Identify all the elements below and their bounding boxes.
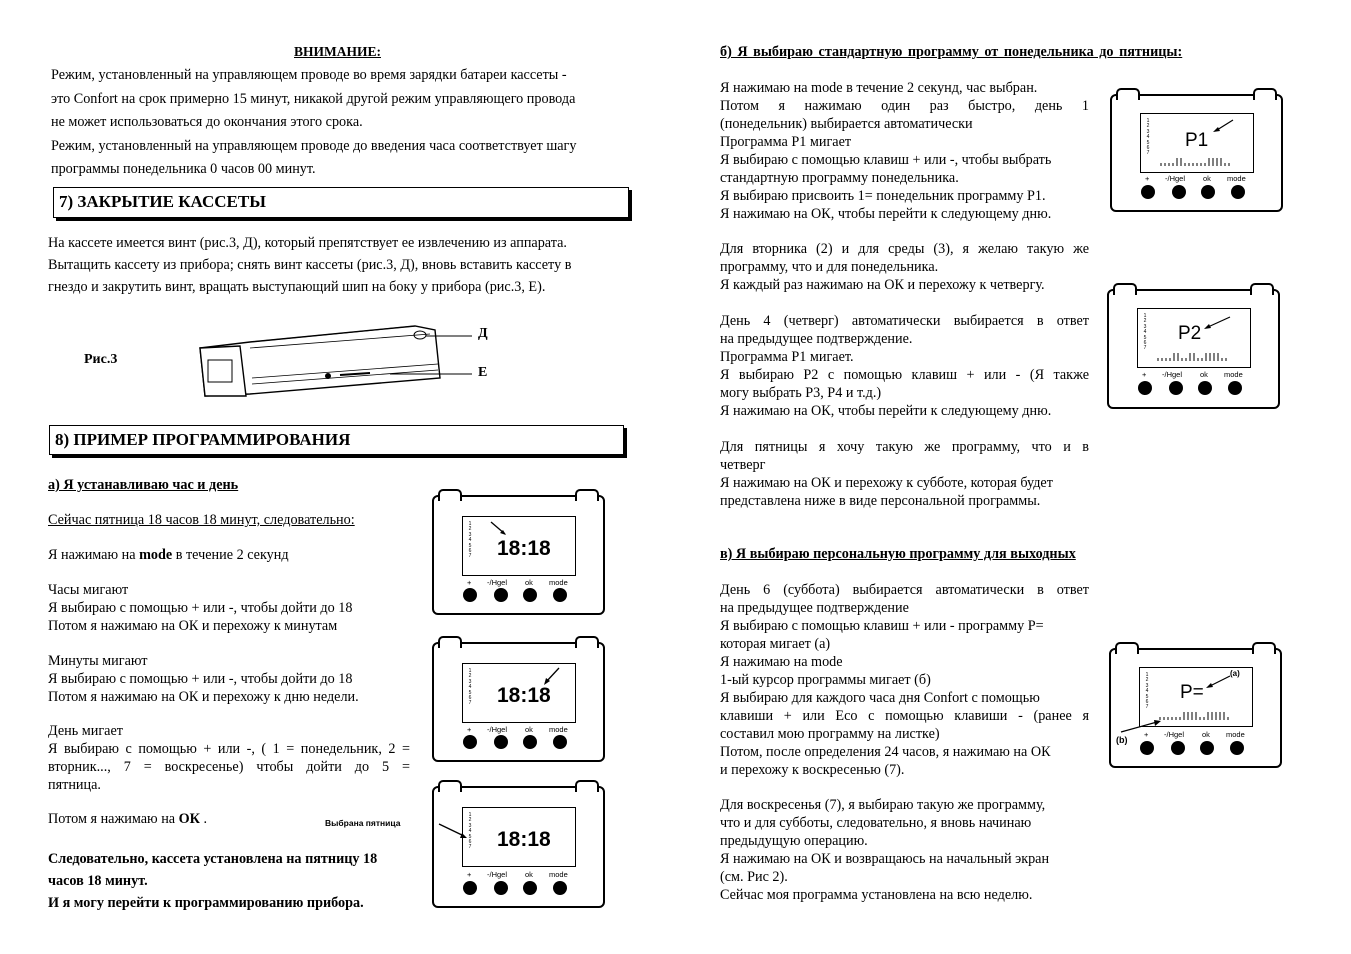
c-line: предыдущую операцию. <box>720 833 868 849</box>
b-line: Я выбираю присвоить 1= понедельник программу P1. <box>720 188 1046 204</box>
b-line: Я нажимаю на ОК и перехожу к субботе, которая будет <box>720 475 1053 491</box>
ok-label: ok <box>525 725 533 734</box>
c-block-2 <box>720 796 1089 904</box>
mode-button <box>1231 185 1245 199</box>
days-indicator: 1 2 3 4 5 6 7 <box>468 521 472 560</box>
c-line: на предыдущее подтверждение <box>720 600 909 616</box>
attention-line: программы понедельника 0 часов 00 минут. <box>51 161 316 177</box>
program-bars <box>1156 351 1236 363</box>
figure-3-caption: Рис.3 <box>84 352 118 367</box>
b-line: могу выбрать P3, P4 и т.д.) <box>720 385 882 401</box>
b-line: (понедельник) выбирается автоматически <box>720 116 973 132</box>
plus-button <box>1141 185 1155 199</box>
b-block-4 <box>720 438 1089 510</box>
minus-button <box>494 881 508 895</box>
mode-label: mode <box>549 870 568 879</box>
ok-button <box>523 735 537 749</box>
b-line: Я нажимаю на ОК, чтобы перейти к следующему дню. <box>720 206 1052 222</box>
minus-label: -/Hgel <box>1164 730 1185 739</box>
attention-title: ВНИМАНИЕ: <box>294 44 381 59</box>
program-display: P= <box>1180 682 1204 703</box>
press-mode-line: Я нажимаю на mode в течение 2 секунд <box>48 547 289 563</box>
subsection-b-heading: б) Я выбираю стандартную программу от понедельника до пятницы: <box>720 44 1183 60</box>
b-line: Я выбираю P2 с помощью клавиш + или - (Я также <box>720 367 1089 383</box>
day-line: вторник..., 7 = воскресенье) чтобы дойти до 5 = <box>48 759 410 775</box>
minus-label: -/Hgel <box>487 578 508 587</box>
day-line: пятница. <box>48 777 101 793</box>
days-indicator: 1 2 3 4 5 6 7 <box>1143 313 1147 352</box>
c-line: клавиши + или Eco с помощью клавиши - (ранее я <box>720 708 1089 724</box>
minus-button <box>1171 741 1185 755</box>
minutes-line: Потом я нажимаю на ОК и перехожу к дню недели. <box>48 689 359 705</box>
conclusion-line: И я могу перейти к программированию прибора. <box>48 895 364 911</box>
minus-button <box>494 588 508 602</box>
ok-label: ok <box>1203 174 1211 183</box>
plus-label: + <box>1144 730 1149 739</box>
days-indicator: 1 2 3 4 5 6 7 <box>468 668 472 707</box>
hours-block <box>48 581 352 635</box>
plus-label: + <box>1145 174 1150 183</box>
figure-3-label-e: Е <box>478 365 488 380</box>
days-indicator: 1 2 3 4 5 6 7 <box>1146 118 1150 157</box>
b-block-1 <box>720 79 1089 223</box>
ok-button <box>523 881 537 895</box>
c-line: и перехожу к воскресенью (7). <box>720 762 905 778</box>
b-line: Потом я нажимаю один раз быстро, день 1 <box>720 98 1089 114</box>
attention-line: это Confort на срок примерно 15 минут, никакой другой режим управляющего провода <box>51 90 576 107</box>
b-line: Я нажимаю на ОК, чтобы перейти к следующему дню. <box>720 403 1052 419</box>
b-block-3 <box>720 312 1089 420</box>
thermostat-display-p2 <box>1107 283 1280 409</box>
mode-label: mode <box>1226 730 1245 739</box>
c-block-1 <box>720 581 1089 779</box>
mode-button <box>553 735 567 749</box>
thermostat-display-minutes <box>432 636 605 762</box>
arrow-icon <box>1202 315 1232 331</box>
b-line: Я нажимаю на mode в течение 2 секунд, час выбран. <box>720 80 1038 96</box>
day-line: День мигает <box>48 723 123 739</box>
mode-button <box>553 881 567 895</box>
b-line: на предыдущее подтверждение. <box>720 331 913 347</box>
b-line: Для вторника (2) и для среды (3), я желаю такую же <box>720 241 1089 257</box>
plus-label: + <box>467 578 472 587</box>
arrow-icon <box>1211 118 1235 134</box>
b-line: четверг <box>720 457 766 473</box>
days-indicator: 1 2 3 4 5 6 7 <box>468 812 472 851</box>
c-line: которая мигает (а) <box>720 636 831 652</box>
subsection-c-heading: в) Я выбираю персональную программу для выходных <box>720 546 1076 562</box>
minus-label: -/Hgel <box>1165 174 1186 183</box>
b-line: Программа P1 мигает <box>720 134 852 150</box>
attention-line: Режим, установленный на управляющем проводе до введения часа соответствует шагу <box>51 137 577 154</box>
c-line: 1-ый курсор программы мигает (б) <box>720 672 931 688</box>
minus-button <box>494 735 508 749</box>
ok-label: ok <box>525 870 533 879</box>
attention-text <box>51 64 576 182</box>
c-line: Сейчас моя программа установлена на всю неделю. <box>720 887 1033 903</box>
plus-button <box>1140 741 1154 755</box>
mode-button <box>553 588 567 602</box>
ok-button <box>1200 741 1214 755</box>
plus-label: + <box>467 725 472 734</box>
c-line: Потом, после определения 24 часов, я нажимаю на ОК <box>720 744 1051 760</box>
plus-button <box>463 588 477 602</box>
plus-label: + <box>467 870 472 879</box>
section-7-line: гнездо и закрутить винт, вращать выступающий шип на боку у прибора (рис.3, Е). <box>48 279 546 295</box>
c-line: (см. Рис 2). <box>720 869 788 885</box>
time-display: 18:18 <box>497 537 551 560</box>
plus-button <box>463 735 477 749</box>
subsection-a-heading: а) Я устанавливаю час и день <box>48 477 239 493</box>
hours-line: Потом я нажимаю на ОК и перехожу к минутам <box>48 618 338 634</box>
thermostat-display-p1 <box>1110 88 1283 212</box>
c-line: что и для субботы, следовательно, я вновь начинаю <box>720 815 1032 831</box>
then-ok-line: Потом я нажимаю на ОК . <box>48 811 208 827</box>
minutes-line: Минуты мигают <box>48 653 148 669</box>
days-indicator: 1 2 3 4 5 6 7 <box>1145 672 1149 711</box>
minutes-line: Я выбираю с помощью + или -, чтобы дойти до 18 <box>48 671 353 687</box>
mode-label: mode <box>1224 370 1243 379</box>
day-line: Я выбираю с помощью + или -, ( 1 = понедельник, 2 = <box>48 741 410 757</box>
attention-line: Режим, установленный на управляющем проводе во время зарядки батареи кассеты - <box>51 67 567 83</box>
arrow-icon <box>489 521 509 537</box>
c-line: Для воскресенья (7), я выбираю такую же программу, <box>720 797 1046 813</box>
arrow-icon <box>438 822 470 842</box>
mode-button <box>1230 741 1244 755</box>
now-line: Сейчас пятница 18 часов 18 минут, следовательно: <box>48 512 355 528</box>
c-line: Я выбираю с помощью клавиш + или - программу P= <box>720 618 1044 634</box>
mode-label: mode <box>549 578 568 587</box>
b-line: День 4 (четверг) автоматически выбирается в ответ <box>720 313 1089 329</box>
ok-label: ok <box>525 578 533 587</box>
program-bars <box>1159 156 1239 168</box>
ok-label: ok <box>1200 370 1208 379</box>
plus-label: + <box>1142 370 1147 379</box>
program-bars <box>1158 710 1238 722</box>
figure-3-label-d: Д <box>478 326 488 341</box>
ok-label: ok <box>1202 730 1210 739</box>
friday-selected-label: Выбрана пятница <box>325 818 401 828</box>
c-line: Я нажимаю на ОК и возвращаюсь на начальный экран <box>720 851 1050 867</box>
b-line: Программа P1 мигает. <box>720 349 854 365</box>
ok-button <box>523 588 537 602</box>
day-block <box>48 722 410 794</box>
arrow-icon <box>1204 674 1232 690</box>
section-7-line: На кассете имеется винт (рис.3, Д), который препятствует ее извлечению из аппарата. <box>48 235 567 251</box>
mode-label: mode <box>1227 174 1246 183</box>
label-a: (a) <box>1230 669 1240 678</box>
time-display: 18:18 <box>497 684 551 707</box>
ok-button <box>1198 381 1212 395</box>
c-line: составил мою программу на листке) <box>720 726 940 742</box>
cassette-figure <box>190 318 480 403</box>
c-line: День 6 (суббота) выбирается автоматически в ответ <box>720 582 1089 598</box>
hours-line: Я выбираю с помощью + или -, чтобы дойти до 18 <box>48 600 353 616</box>
thermostat-display-day <box>432 780 605 908</box>
conclusion-block <box>48 848 377 914</box>
mode-label: mode <box>549 725 568 734</box>
section-8-heading: 8) ПРИМЕР ПРОГРАММИРОВАНИЯ <box>49 425 624 455</box>
section-7-heading: 7) ЗАКРЫТИЕ КАССЕТЫ <box>53 187 629 218</box>
minus-label: -/Hgel <box>1162 370 1183 379</box>
minus-button <box>1172 185 1186 199</box>
time-display: 18:18 <box>497 828 551 851</box>
b-block-2 <box>720 240 1089 294</box>
minus-label: -/Hgel <box>487 725 508 734</box>
ok-button <box>1201 185 1215 199</box>
b-line: представлена ниже в виде персональной программы. <box>720 493 1041 509</box>
arrow-icon <box>1119 714 1163 736</box>
attention-line: не может использоваться до окончания этого срока. <box>51 114 363 130</box>
thermostat-display-personal <box>1109 642 1282 768</box>
b-line: Для пятницы я хочу такую же программу, что и в <box>720 439 1089 455</box>
arrow-icon <box>541 667 563 687</box>
c-line: Я выбираю для каждого часа дня Confort с помощью <box>720 690 1040 706</box>
conclusion-line: Следовательно, кассета установлена на пятницу 18 <box>48 851 378 867</box>
minus-button <box>1169 381 1183 395</box>
label-b: (b) <box>1116 735 1128 745</box>
plus-button <box>1138 381 1152 395</box>
b-line: Я выбираю с помощью клавиш + или -, чтобы выбрать <box>720 152 1052 168</box>
thermostat-display-hours <box>432 489 605 615</box>
section-7-text <box>48 232 571 298</box>
conclusion-line: часов 18 минут. <box>48 873 148 889</box>
program-display: P2 <box>1178 323 1202 344</box>
mode-button <box>1228 381 1242 395</box>
minus-label: -/Hgel <box>487 870 508 879</box>
b-line: Я каждый раз нажимаю на ОК и перехожу к четвергу. <box>720 277 1045 293</box>
c-line: Я нажимаю на mode <box>720 654 843 670</box>
minutes-block <box>48 652 359 706</box>
b-line: программу, что и для понедельника. <box>720 259 939 275</box>
plus-button <box>463 881 477 895</box>
section-7-line: Вытащить кассету из прибора; снять винт кассеты (рис.3, Д), вновь вставить кассету в <box>48 257 572 273</box>
b-line: стандартную программу понедельника. <box>720 170 959 186</box>
program-display: P1 <box>1185 130 1209 151</box>
hours-line: Часы мигают <box>48 582 129 598</box>
